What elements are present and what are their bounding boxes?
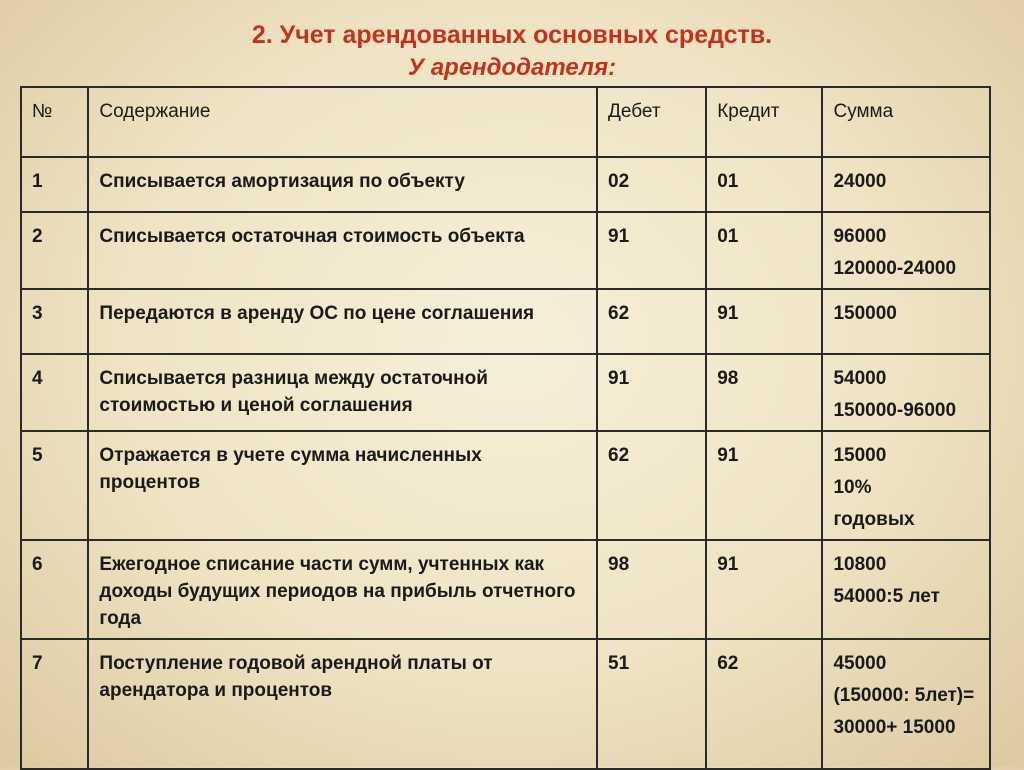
row-sum xyxy=(822,639,990,769)
row-debit: 91 xyxy=(597,354,706,431)
row-debit: 62 xyxy=(597,431,706,540)
sum-line: 150000 xyxy=(833,303,897,324)
sum-line: 54000:5 лет xyxy=(833,586,940,607)
row-credit: 91 xyxy=(706,540,822,639)
row-num: 1 xyxy=(21,157,88,212)
row-content: Отражается в учете сумма начисленных процентов xyxy=(88,431,597,540)
row-num: 2 xyxy=(21,212,88,289)
row-debit: 98 xyxy=(597,540,706,639)
row-credit: 91 xyxy=(706,431,822,540)
row-debit: 91 xyxy=(597,212,706,289)
row-content: Списывается амортизация по объекту xyxy=(88,157,597,212)
table-row xyxy=(21,289,990,354)
sum-line: 96000 xyxy=(833,226,887,247)
table-row xyxy=(21,639,990,769)
row-num: 6 xyxy=(21,540,88,639)
row-content: Списывается остаточная стоимость объекта xyxy=(88,212,597,289)
sum-line: 10800 xyxy=(833,554,887,575)
table-row xyxy=(21,212,990,289)
sum-line: 24000 xyxy=(833,171,887,192)
row-sum xyxy=(822,212,990,289)
row-content: Поступление годовой арендной платы от арендатора и процентов xyxy=(88,639,597,769)
row-content: Списывается разница между остаточной стоимостью и ценой соглашения xyxy=(88,354,597,431)
row-credit: 01 xyxy=(706,212,822,289)
row-debit: 62 xyxy=(597,289,706,354)
row-sum xyxy=(822,540,990,639)
sum-line: 150000-96000 xyxy=(833,400,957,421)
row-num: 7 xyxy=(21,639,88,769)
row-num: 4 xyxy=(21,354,88,431)
sum-line: 120000-24000 xyxy=(833,258,957,279)
row-sum xyxy=(822,157,990,212)
row-content: Ежегодное списание части сумм, учтенных как доходы будущих периодов на прибыль отчетного года xyxy=(88,540,597,639)
row-num: 3 xyxy=(21,289,88,354)
header-sum: Сумма xyxy=(822,87,990,157)
row-credit: 91 xyxy=(706,289,822,354)
row-content: Передаются в аренду ОС по цене соглашения xyxy=(88,289,597,354)
table-row xyxy=(21,431,990,540)
header-content: Содержание xyxy=(88,87,597,157)
row-sum xyxy=(822,354,990,431)
sum-line: 45000 xyxy=(833,653,887,674)
sum-line: годовых xyxy=(833,509,915,530)
sum-line: 54000 xyxy=(833,368,887,389)
row-sum xyxy=(822,431,990,540)
sum-line: (150000: 5лет)= xyxy=(833,685,975,706)
row-num: 5 xyxy=(21,431,88,540)
slide-subtitle: У арендодателя: xyxy=(407,54,617,81)
table-header-row xyxy=(21,87,990,157)
header-num: № xyxy=(21,87,88,157)
sum-line: 10% xyxy=(833,477,872,498)
slide-title: 2. Учет арендованных основных средств. xyxy=(251,21,773,49)
row-debit: 51 xyxy=(597,639,706,769)
row-credit: 62 xyxy=(706,639,822,769)
table-row xyxy=(21,354,990,431)
row-credit: 98 xyxy=(706,354,822,431)
sum-line: 15000 xyxy=(833,445,887,466)
sum-line: 30000+ 15000 xyxy=(833,717,956,738)
table-row xyxy=(21,157,990,212)
row-debit: 02 xyxy=(597,157,706,212)
row-sum xyxy=(822,289,990,354)
header-debit: Дебет xyxy=(597,87,706,157)
row-credit: 01 xyxy=(706,157,822,212)
accounting-table xyxy=(20,86,991,770)
table-row xyxy=(21,540,990,639)
header-credit: Кредит xyxy=(706,87,822,157)
